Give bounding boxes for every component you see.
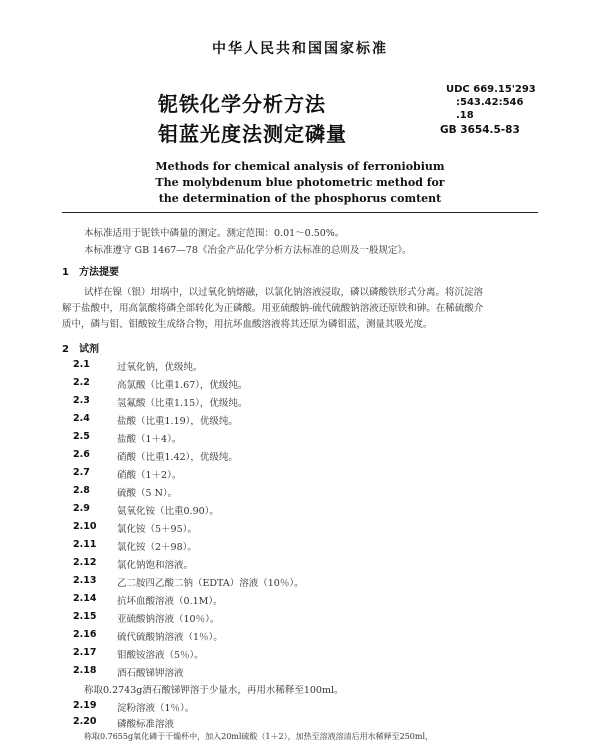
reagent-number: 2.1 xyxy=(73,359,90,370)
reagent-number: 2.7 xyxy=(73,467,90,478)
reagent-2-20-detail-line-1: 称取0.7655g氧化磷于干燥杯中，加入20ml硫酸（1＋2），加热至溶液溶清后用水稀释至250ml， xyxy=(84,732,434,741)
title-line-1: 铌铁化学分析方法 xyxy=(158,92,326,116)
reagent-text: 氯化铵（2＋98）。 xyxy=(117,542,197,553)
reagent-number: 2.15 xyxy=(73,611,97,622)
english-title-line-2: The molybdenum blue photometric method for xyxy=(155,176,445,189)
reagent-text: 盐酸（比重1.19），优级纯。 xyxy=(117,416,238,427)
reagent-number: 2.20 xyxy=(73,716,97,727)
english-title-line-3: the determination of the phosphorus comtent xyxy=(158,192,442,205)
reagent-text: 氢氟酸（比重1.15），优级纯。 xyxy=(117,398,248,409)
reagent-text: 亚硫酸钠溶液（10％）。 xyxy=(117,614,220,625)
standard-title: 中华人民共和国国家标准 xyxy=(212,41,388,57)
reagent-2-18-detail: 称取0.2743g酒石酸锑钾溶于少量水，再用水稀释至100ml。 xyxy=(84,685,344,696)
header-divider xyxy=(62,212,538,213)
title-line-2: 钼蓝光度法测定磷量 xyxy=(158,122,347,146)
section-1-heading: 1 方法提要 xyxy=(62,267,119,278)
reagent-number: 2.14 xyxy=(73,593,97,604)
reagent-number: 2.4 xyxy=(73,413,90,424)
reagent-number: 2.11 xyxy=(73,539,97,550)
reagent-number: 2.10 xyxy=(73,521,97,532)
section-2-heading: 2 试剂 xyxy=(62,344,99,355)
intro-line-2: 本标准遵守 GB 1467—78《冶金产品化学分析方法标准的总则及一般规定》。 xyxy=(84,245,412,256)
reagent-text: 抗坏血酸溶液（0.1M）。 xyxy=(117,596,223,607)
english-title-line-1: Methods for chemical analysis of ferroniobium xyxy=(155,160,445,173)
reagent-text: 过氧化钠，优级纯。 xyxy=(117,362,203,373)
reagent-text: 硝酸（1＋2）。 xyxy=(117,470,182,481)
reagent-text: 盐酸（1＋4）。 xyxy=(117,434,182,445)
reagent-text: 淀粉溶液（1％）。 xyxy=(117,703,195,714)
reagent-text: 氯化铵（5＋95）。 xyxy=(117,524,197,535)
reagent-number: 2.19 xyxy=(73,700,97,711)
reagent-number: 2.16 xyxy=(73,629,97,640)
reagent-text: 氯化钠饱和溶液。 xyxy=(117,560,194,571)
reagent-number: 2.6 xyxy=(73,449,90,460)
reagent-text: 酒石酸锑钾溶液 xyxy=(117,668,184,679)
reagent-number: 2.3 xyxy=(73,395,90,406)
reagent-text: 硝酸（比重1.42），优级纯。 xyxy=(117,452,238,463)
reagent-number: 2.18 xyxy=(73,665,97,676)
reagent-number: 2.17 xyxy=(73,647,97,658)
reagent-number: 2.8 xyxy=(73,485,90,496)
reagent-text: 高氯酸（比重1.67），优级纯。 xyxy=(117,380,248,391)
section-1-line-1: 试样在镍（银）坩埚中，以过氧化钠熔融，以氯化钠溶液浸取，磷以磷酸铁形式分离。将沉淀溶 xyxy=(84,287,484,298)
reagent-number: 2.5 xyxy=(73,431,90,442)
reagent-text: 硫酸（5 N）。 xyxy=(117,488,178,499)
section-1-line-3: 质中，磷与钼、钼酸铵生成络合物，用抗坏血酸溶液将其还原为磷钼蓝，测量其吸光度。 xyxy=(62,319,433,330)
reagent-number: 2.9 xyxy=(73,503,90,514)
reagent-number: 2.2 xyxy=(73,377,90,388)
reagent-number: 2.12 xyxy=(73,557,97,568)
reagent-text: 硫代硫酸钠溶液（1％）。 xyxy=(117,632,223,643)
section-1-line-2: 解于盐酸中，用高氯酸将磷全部转化为正磷酸。用亚硫酸钠-硫代硫酸钠溶液还原铁和砷。在稀硫酸介 xyxy=(62,303,484,314)
reagent-number: 2.13 xyxy=(73,575,97,586)
udc-code-line-3: .18 xyxy=(456,110,474,121)
reagent-text: 乙二胺四乙酸二钠（EDTA）溶液（10％）。 xyxy=(117,578,304,589)
reagent-text: 磷酸标准溶液 xyxy=(117,719,175,730)
udc-code-line-2: :543.42:546 xyxy=(456,97,524,108)
udc-code-line-1: UDC 669.15'293 xyxy=(446,84,536,95)
intro-line-1: 本标准适用于铌铁中磷量的测定。测定范围：0.01～0.50%。 xyxy=(84,228,345,239)
reagent-text: 钼酸铵溶液（5％）。 xyxy=(117,650,204,661)
gb-code: GB 3654.5-83 xyxy=(440,124,520,136)
reagent-text: 氨氧化铵（比重0.90）。 xyxy=(117,506,219,517)
